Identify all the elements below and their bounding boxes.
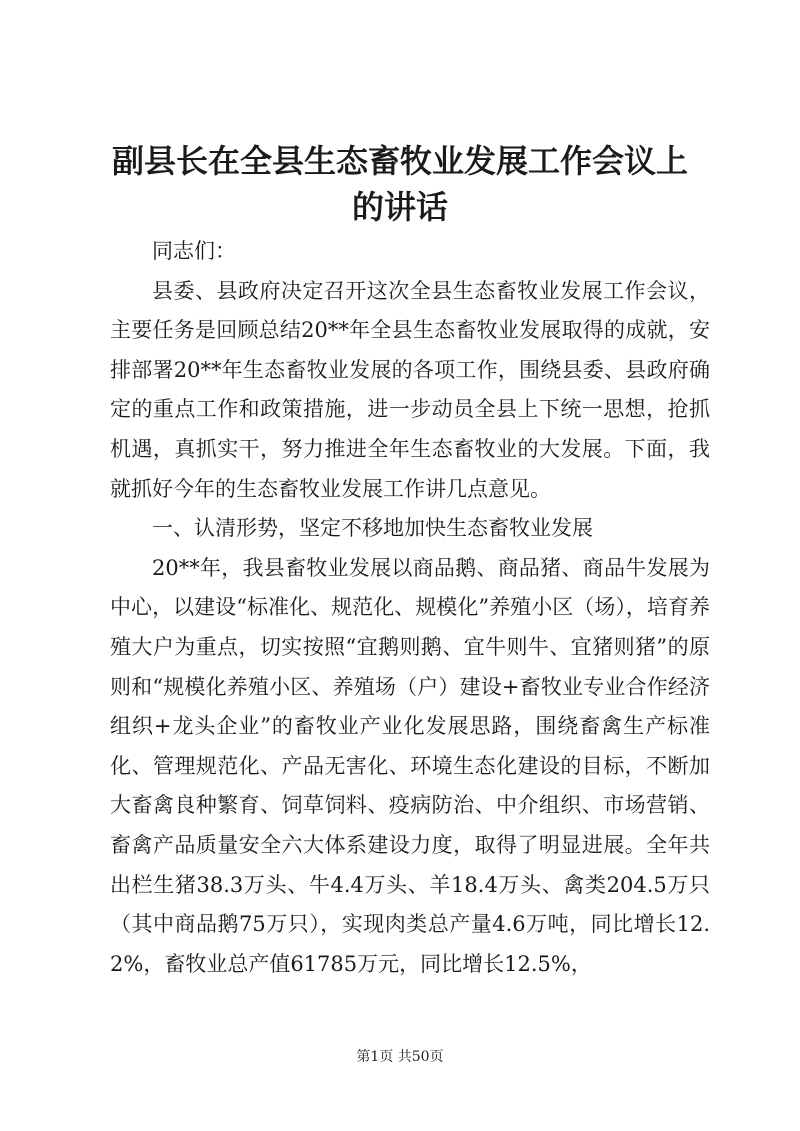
document-body (110, 232, 710, 984)
paragraph-review: 20**年，我县畜牧业发展以商品鹅、商品猪、商品牛发展为中心，以建设“标准化、规范化、规模化”养殖小区（场），培育养殖大户为重点，切实按照“宜鹅则鹅、宜牛则牛、宜猪则猪”的原则和“规模化养殖小区、养殖场（户）建设+畜牧业专业合作经济组织+龙头企业”的畜牧业产业化发展思路，围绕畜禽生产标准化、管理规范化、产品无害化、环境生态化建设的目标，不断加大畜禽良种繁育、饲草饲料、疫病防治、中介组织、市场营销、畜禽产品质量安全六大体系建设力度，取得了明显进展。全年共出栏生猪38.3万头、牛4.4万头、羊18.4万头、禽类204.5万只（其中商品鹅75万只），实现肉类总产量4.6万吨，同比增长12.2%，畜牧业总产值61785万元，同比增长12.5%， (110, 555, 710, 976)
document-title: 副县长在全县生态畜牧业发展工作会议上的讲话 (111, 142, 688, 226)
page-number-footer: 第1页 共50页 (356, 1049, 444, 1065)
paragraph-intro: 县委、县政府决定召开这次全县生态畜牧业发展工作会议，主要任务是回顾总结20**年全县生态畜牧业发展取得的成就，安排部署20**年生态畜牧业发展的各项工作，围绕县委、县政府确定的重点工作和政策措施，进一步动员全县上下统一思想，抢抓机遇，真抓实干，努力推进全年生态畜牧业的大发展。下面，我就抓好今年的生态畜牧业发展工作讲几点意见。 (110, 278, 710, 501)
section-heading-1: 一、认清形势，坚定不移地加快生态畜牧业发展 (152, 516, 593, 541)
paragraph-salutation: 同志们： (152, 239, 236, 263)
